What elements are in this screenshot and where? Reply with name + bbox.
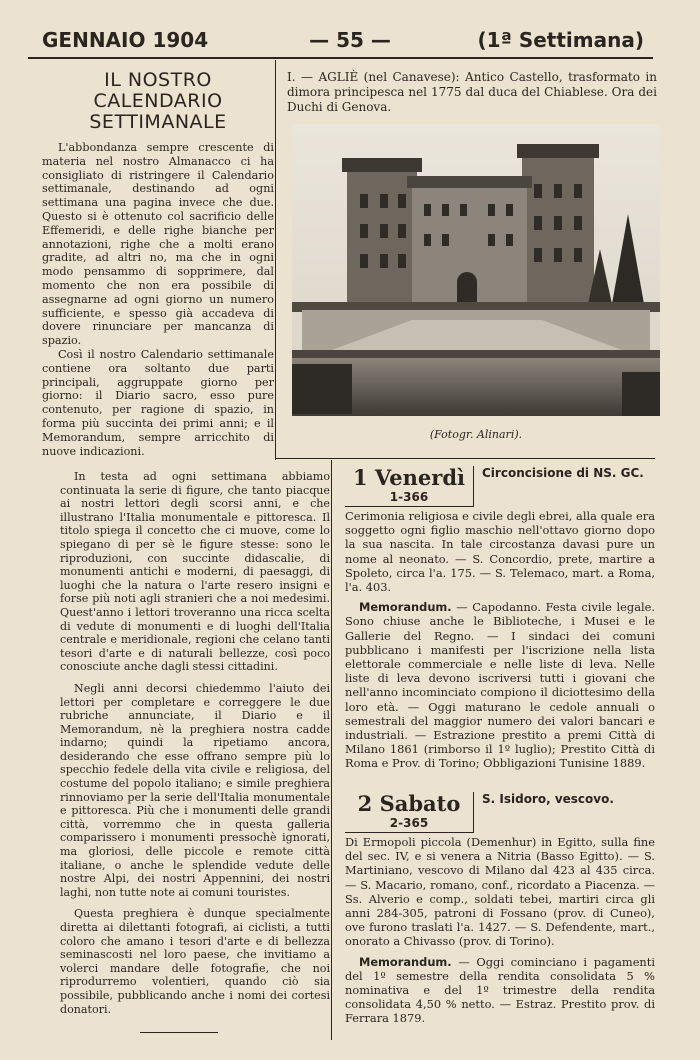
column-divider — [275, 60, 276, 460]
page-header — [0, 0, 700, 60]
day-name: 2 Sabato — [357, 791, 461, 816]
photo-caption: I. — AGLIÈ (nel Canavese): Antico Castello, trasformato in dimora principesca nel 1775 dal duca del Chiablese. Ora dei Duchi di Genova. — [287, 70, 657, 114]
intro-paragraph: Così il nostro Calendario settimanale contiene ora soltanto due parti principali, aggruppate giorno per giorno: il Diario sacro, esso pure contenuto, per ragione di spazio, in forma più succinta dei primi anni; e il Memorandum, sempre arricchito di nuove indicazioni. — [42, 347, 274, 458]
page-number: — 55 — — [309, 28, 391, 52]
memorandum — [345, 955, 655, 1026]
castle-illustration — [292, 124, 660, 416]
notes-column — [60, 470, 330, 1024]
column-divider — [331, 460, 332, 1040]
memo-label: Memorandum. — [359, 600, 452, 615]
diario-text: Di Ermopoli piccola (Demenhur) in Egitto, sulla fine del sec. IV, e si venera a Nitria (Basso Egitto). — S. Martiniano, vescovo di Milano dal 423 al 435 circa. — S. Macario, romano, conf., ricordato a Piacenza. — Ss. Alverio e comp., soldati tebei, martiri circa gli anni 284-305, patroni di Fossano (prov. di Cuneo), ove furono traslati l'a. 1427. — S. Defendente, mart., onorato a Chivasso (prov. di Torino). — [345, 835, 655, 949]
intro-paragraph: L'abbondanza sempre crescente di materia nel nostro Almanacco ci ha consigliato di ristringere il Calendario settimanale, destinando ad ogni settimana una pagina invece che due. Questo si è ottenuto col sacrificio delle Effemeridi, e delle righe bianche per annotazioni, righe che a molti erano gradite, ad altri no, ma che in ogni modo pensammo di sopprimere, dal momento che non era possibile di assegnarne ad ogni giorno un numero sufficiente, e spesso già accadeva di dovere rinunciare per mancanza di spazio. — [42, 141, 274, 348]
header-rule — [28, 57, 653, 59]
diario-text: Cerimonia religiosa e civile degli ebrei, alla quale era soggetto ogni figlio maschio nell'ottavo giorno dopo la sua nascita. In tale circostanza davasi pure un nome al neonato. — S. Concordio, prete, martire a Spoleto, circa l'a. 175. — S. Telemaco, mart. a Roma, l'a. 403. — [345, 509, 655, 595]
day-entry — [345, 466, 655, 771]
photo-credit: (Fotogr. Alinari). — [429, 428, 523, 441]
header-week: (1ª Settimana) — [477, 28, 644, 52]
day-name: 1 Venerdì — [352, 465, 465, 490]
saint-block — [482, 466, 655, 480]
intro-column — [42, 70, 274, 458]
header-month: GENNAIO 1904 — [42, 28, 209, 52]
end-rule — [140, 1032, 218, 1033]
section-title: IL NOSTRO CALENDARIO SETTIMANALE — [89, 69, 227, 133]
notes-paragraph: Negli anni decorsi chiedemmo l'aiuto dei lettori per completare e correggere le due rubriche annunciate, il Diario e il Memorandum, nè la preghiera nostra cadde indarno; quindi la ripetiamo ancora, desiderando che esse offrano sempre più lo specchio fedele della vita civile e religiosa, del costume del popolo italiano; e simile preghiera rinnoviamo per la serie dell'Italia monumentale e pittoresca. Più che i monumenti delle grandi città, vorremmo che in questa galleria comparissero i monumenti pressochè ignorati, ma gloriosi, delle piccole e remote città italiane, o anche le splendide vedute delle nostre Alpi, dei nostri Appennini, dei nostri laghi, non tutte note ai comuni touristes. — [60, 681, 330, 899]
day-label — [345, 792, 474, 833]
castle-photo — [292, 124, 660, 416]
saint-block — [482, 792, 655, 806]
memo-text: — Oggi cominciano i pagamenti del 1º semestre della rendita consolidata 5 % nominativa e del 1º trimestre della rendita consolidata 4,50 % netto. — Estraz. Prestito prov. di Ferrara 1879. — [345, 954, 655, 1026]
section-divider — [275, 458, 655, 459]
day-code: 1-366 — [389, 490, 429, 504]
day-label — [345, 466, 474, 507]
day-code: 2-365 — [389, 816, 429, 830]
memorandum — [345, 600, 655, 770]
day-entry — [345, 792, 655, 1026]
saint-title: S. Isidoro, vescovo. — [482, 792, 614, 806]
notes-paragraph: Questa preghiera è dunque specialmente diretta ai dilettanti fotografi, ai ciclisti, a tutti coloro che amano i tesori d'arte e di bellezza seminascosti nel loro paese, che invitiamo a volerci mandare delle fotografie, che noi riprodurremo volentieri, quando ciò sia possibile, pubblicando anche i nomi dei cortesi donatori. — [60, 907, 330, 1016]
memo-label: Memorandum. — [359, 954, 452, 969]
memo-text: — Capodanno. Festa civile legale. Sono chiuse anche le Biblioteche, i Musei e le Gallerie del Regno. — I sindaci dei comuni pubblicano i manifesti per l'iscrizione nella lista elettorale commerciale e nelle liste di leva. Nelle liste di leva devono iscriversi tutti i giovani che nell'anno incominciato compiono il diciottesimo della loro età. — Oggi maturano le cedole annuali o semestrali del maggior numero dei valori bancari e industriali. — Estrazione prestito a premi Città di Milano 1861 (rimborso il 1º luglio); Prestito Città di Roma e Prov. di Torino; Obbligazioni Tunisine 1889. — [345, 600, 655, 771]
notes-paragraph: In testa ad ogni settimana abbiamo continuata la serie di figure, che tanto piacque ai nostri lettori degli scorsi anni, e che illustrano l'Italia monumentale e pittoresca. Il titolo spiega il concetto che ci muove, come lo spiegano di per sè le figure stesse: sono le riproduzioni, con succinte didascalie, di monumenti antichi e moderni, di paesaggi, di luoghi che la natura o l'arte resero insigni e forse più noti agli stranieri che a noi medesimi. Quest'anno i lettori troveranno una ricca scelta di vedute di monumenti e di luoghi dell'Italia centrale e meridionale, regioni che celano tanti tesori d'arte e di naturali bellezze, così poco conosciute anche dagli stessi cittadini. — [60, 470, 330, 674]
saint-title: Circoncisione di NS. GC. — [482, 466, 644, 480]
